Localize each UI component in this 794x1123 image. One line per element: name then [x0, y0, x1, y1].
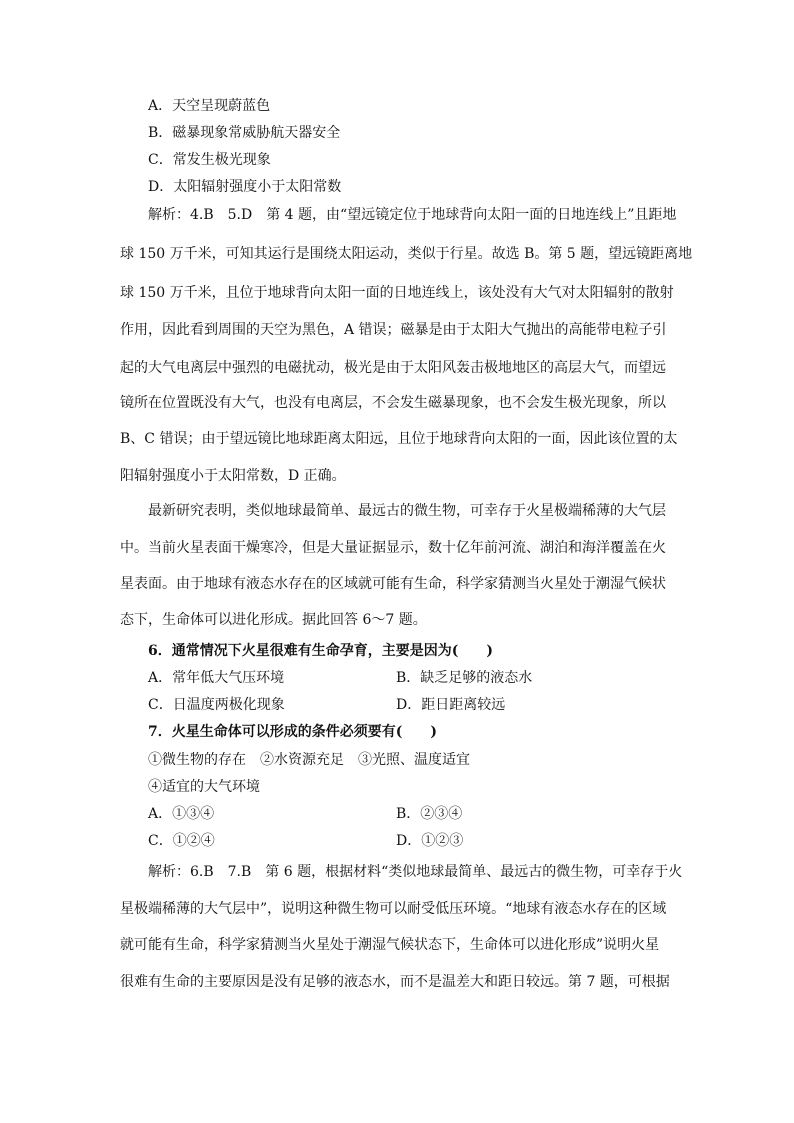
answer-6-7-line: 很难有生命的主要原因是没有足够的液态水，而不是温差大和距日较远。第 7 题，可根据: [120, 974, 670, 990]
answer-6-7-line: 解析：6.B 7.B 第 6 题，根据材料“类似地球最简单、最远古的微生物，可幸存于火: [148, 864, 683, 880]
answer-4-5-line: B、C 错误；由于望远镜比地球距离太阳远，且位于地球背向太阳的一面，因此该位置的太: [120, 431, 678, 447]
answer-6-7-line: 就可能有生命，科学家猜测当火星处于潮湿气候状态下，生命体可以进化形成”说明火星: [120, 937, 660, 953]
q5-option-b: B．磁暴现象常威胁航天器安全: [148, 125, 341, 141]
q7-conditions-line: ④适宜的大气环境: [148, 779, 260, 795]
answer-4-5-line: 镜所在位置既没有大气，也没有电离层，不会发生磁暴现象，也不会发生极光现象，所以: [120, 395, 666, 411]
q7-conditions-line: ①微生物的存在 ②水资源充足 ③光照、温度适宜: [148, 752, 470, 768]
passage-line: 中。当前火星表面干燥寒冷，但是大量证据显示，数十亿年前河流、湖泊和海洋覆盖在火: [120, 540, 666, 556]
answer-4-5-line: 解析：4.B 5.D 第 4 题，由“望远镜定位于地球背向太阳一面的日地连线上”且距地: [148, 207, 677, 223]
passage-line: 态下，生命体可以进化形成。据此回答 6～7 题。: [120, 612, 427, 628]
q7-option-b: B．②③④: [396, 806, 463, 822]
q5-option-c: C．常发生极光现象: [148, 152, 271, 168]
passage-line: 星表面。由于地球有液态水存在的区域就可能有生命，科学家猜测当火星处于潮湿气候状: [120, 576, 666, 592]
answer-6-7-line: 星极端稀薄的大气层中”，说明这种微生物可以耐受低压环境。“地球有液态水存在的区域: [120, 901, 667, 917]
passage-line: 最新研究表明，类似地球最简单、最远古的微生物，可幸存于火星极端稀薄的大气层: [148, 503, 666, 519]
answer-4-5-line: 球 150 万千米，可知其运行是围绕太阳运动，类似于行星。故选 B。第 5 题，望远镜距离地: [120, 246, 693, 262]
answer-4-5-line: 阳辐射强度小于太阳常数，D 正确。: [120, 468, 346, 484]
q5-option-a: A．天空呈现蔚蓝色: [148, 98, 271, 114]
q7-option-a: A．①③④: [148, 806, 215, 822]
answer-4-5-line: 球 150 万千米，且位于地球背向太阳一面的日地连线上，该处没有大气对太阳辐射的散射: [120, 285, 674, 301]
q7-option-d: D．①②③: [396, 833, 464, 849]
q7-stem: 7．火星生命体可以形成的条件必须要有( ): [148, 724, 437, 740]
q6-stem: 6．通常情况下火星很难有生命孕育，主要是因为( ): [148, 643, 493, 659]
q6-option-d: D．距日距离较远: [396, 697, 506, 713]
q6-option-a: A．常年低大气压环境: [148, 670, 285, 686]
answer-4-5-line: 起的大气电离层中强烈的电磁扰动，极光是由于太阳风轰击极地地区的高层大气，而望远: [120, 360, 666, 376]
q6-option-b: B．缺乏足够的液态水: [396, 670, 533, 686]
q6-option-c: C．日温度两极化现象: [148, 697, 285, 713]
answer-4-5-line: 作用，因此看到周围的天空为黑色，A 错误；磁暴是由于太阳大气抛出的高能带电粒子引: [120, 322, 667, 338]
q7-option-c: C．①②④: [148, 833, 215, 849]
q5-option-d: D．太阳辐射强度小于太阳常数: [148, 179, 342, 195]
